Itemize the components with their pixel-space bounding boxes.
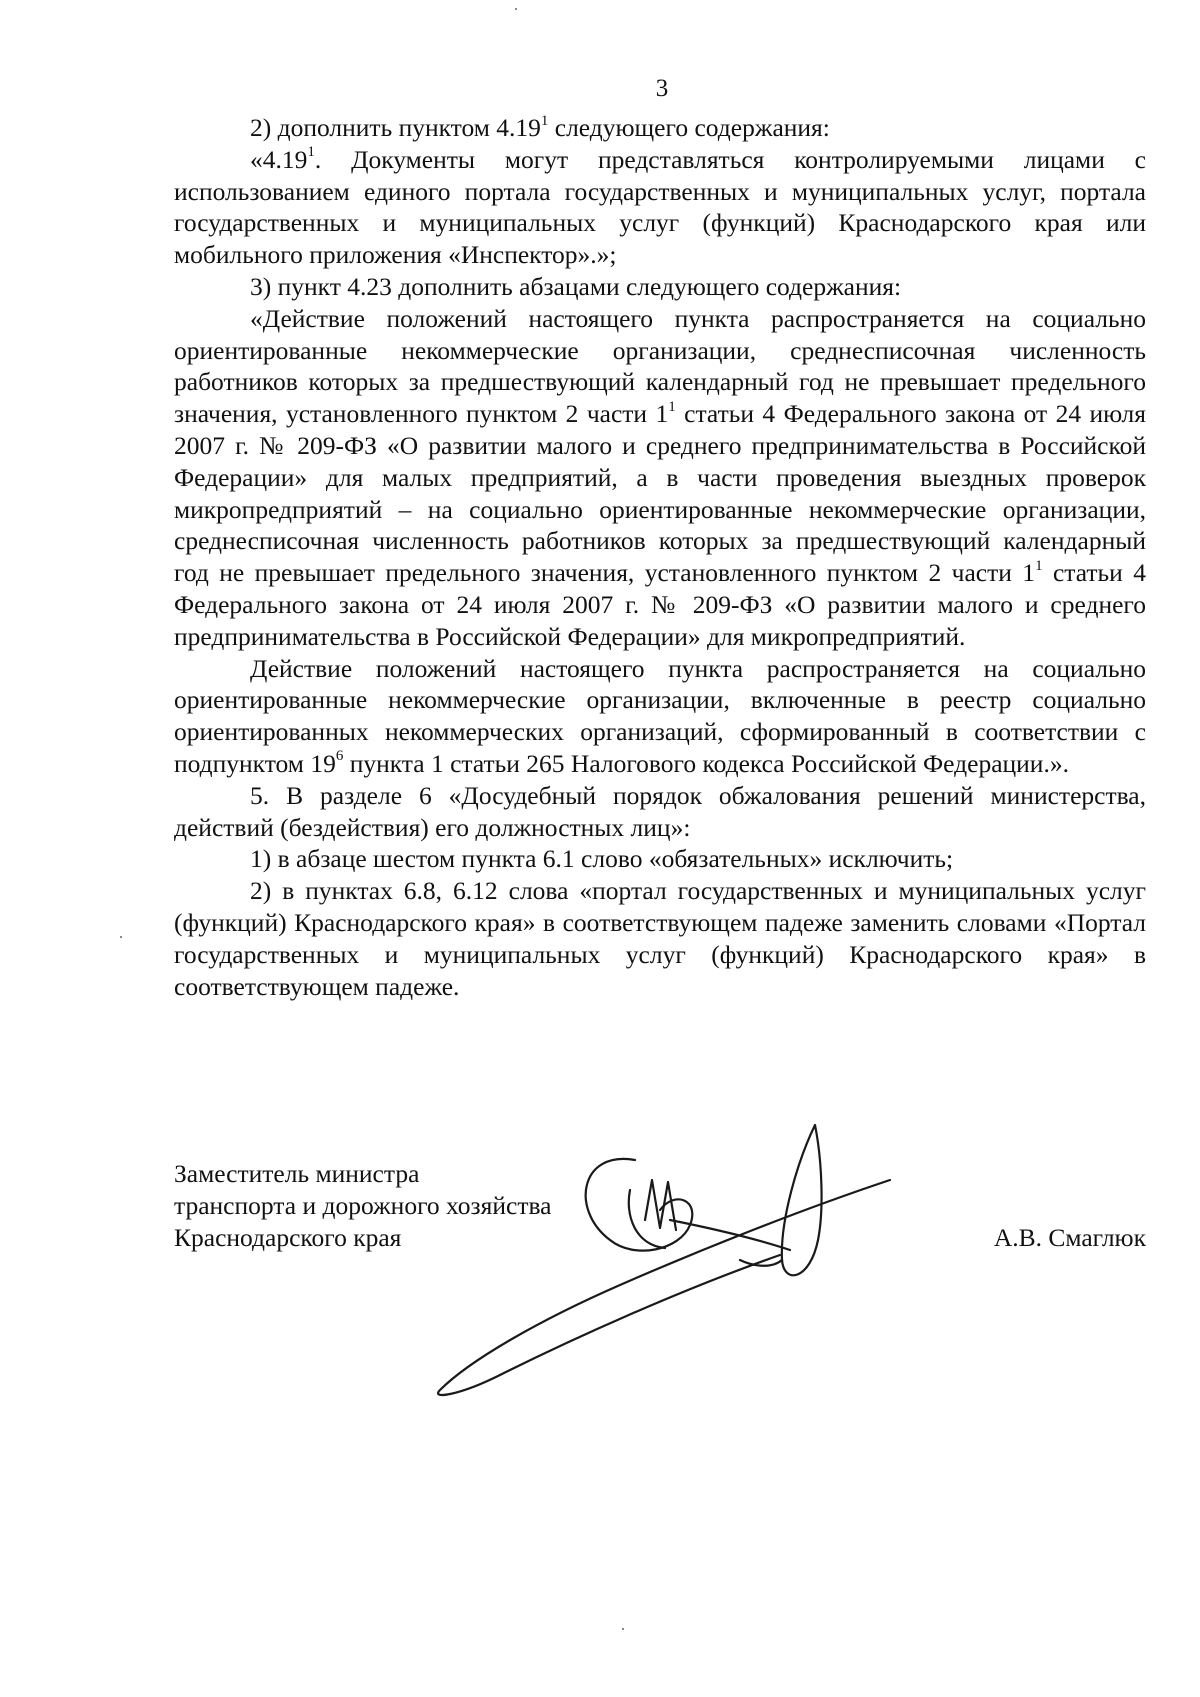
paragraph-6: 5. В разделе 6 «Досудебный порядок обжалования решений министерства, действий (бездействия) его должностных лиц»: xyxy=(174,780,1146,842)
handwritten-signature-icon xyxy=(420,1120,950,1400)
scan-speck xyxy=(622,1628,624,1630)
document-body xyxy=(174,112,1146,1002)
paragraph-3: 3) пункт 4.23 дополнить абзацами следующего содержания: xyxy=(250,271,902,301)
paragraph-1: 2) дополнить пунктом 4.19$^1$ следующего содержания: xyxy=(250,112,830,142)
signer-name: А.В. Смаглюк xyxy=(993,1223,1146,1252)
scan-speck xyxy=(120,936,122,938)
paragraph-8: 2) в пунктах 6.8, 6.12 слова «портал государственных и муниципальных услуг (функций) Краснодарского края» в соответствующем падеже заменить словами «Портал государственных и муниципальных услуг (функций) Краснодарского края» в соответствующем падеже. xyxy=(174,876,1146,1001)
paragraph-2: «4.19$^1$. Документы могут представляться контролируемыми лицами с использованием единого портала государственных и муниципальных услуг, портала государственных и муниципальных услуг (функций) Краснодарского края или мобильного приложения «Инспектор».»; xyxy=(174,144,1146,270)
paragraph-7: 1) в абзаце шестом пункта 6.1 слово «обязательных» исключить; xyxy=(250,844,954,874)
paragraph-5: Действие положений настоящего пункта распространяется на социально ориентированные некоммерческие организации, включенные в реестр социально ориентированных некоммерческих организаций, сформированный в соответствии с подпунктом $19^6$ пункта 1 статьи 265 Налогового кодекса Российской Федерации.». xyxy=(174,653,1146,778)
page-number: 3 xyxy=(655,75,669,102)
signer-position-line: транспорта и дорожного хозяйства xyxy=(174,1190,552,1220)
scan-speck xyxy=(515,8,517,10)
paragraph-4: «Действие положений настоящего пункта распространяется на социально ориентированные некоммерческие организации, среднесписочная численность работников которых за предшествующий календарный год не превышает предельного значения, установленного пунктом 2 части $1^1$ статьи 4 Федерального закона от 24 июля 2007 г. № 209-ФЗ «О развитии малого и среднего предпринимательства в Российской Федерации» для малых предприятий, а в части проведения выездных проверок микропредприятий – на социально ориентированные некоммерческие организации, среднесписочная численность работников которых за предшествующий календарный год не превышает предельного значения, установленного пунктом 2 части $1^1$ статьи 4 Федерального закона от 24 июля 2007 г. № 209-ФЗ «О развитии малого и среднего предпринимательства в Российской Федерации» для микропредприятий. xyxy=(174,303,1146,651)
signer-position-line: Краснодарского края xyxy=(174,1222,402,1252)
signer-position-line: Заместитель министра xyxy=(174,1159,420,1188)
